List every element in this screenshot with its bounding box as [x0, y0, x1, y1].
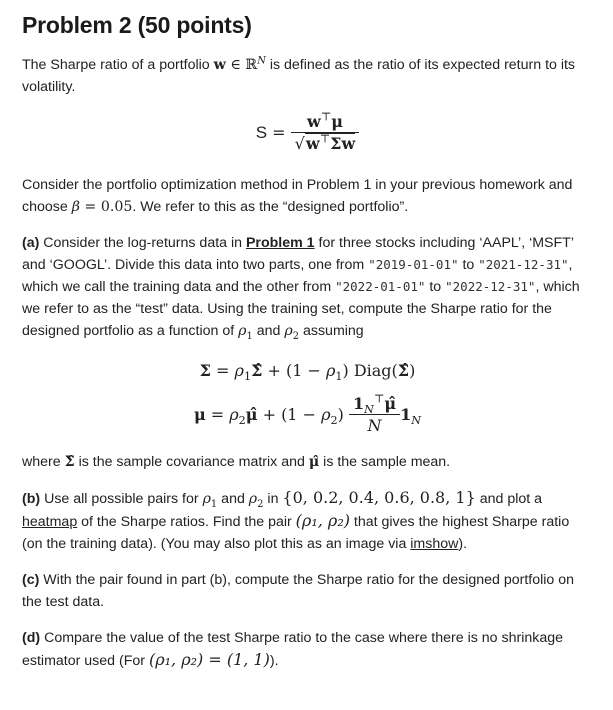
mu-fraction: $\frac{1_N^⊤\mû}{N}$ [349, 394, 400, 437]
part-c-paragraph: (c) With the pair found in part (b), compute the Sharpe ratio for the designed portfolio on the test data. [22, 572, 575, 610]
part-a-paragraph: (a) Consider the log-returns data in Problem 1 for three stocks including ‘AAPL’, ‘MSFT’ and ‘GOOGL’. Divide this data into two parts, one from "2019-01-01" to "2021-12-31", which we call the training data and the other from "2022-01-01" to "2022-12-31", which we refer to as the “test” data. Using the training set, compute the Sharpe ratio for the designed portfolio as a function of $\rho_1$ and $\rho_2$ assuming [22, 235, 580, 342]
sigma-shrinkage-equation: $\Sigma = \rho_1\Sigmâ + (1 - \rho_1)$ Diag(Σ̂) [199, 361, 416, 384]
part-d-paragraph: (d) Compare the value of the test Sharpe ratio to the case where there is no shrinkage estimator used (For (ρ₁, ρ₂) = (1, 1)). [22, 630, 563, 669]
heatmap-link[interactable]: heatmap [22, 514, 78, 530]
problem-title: Problem 2 (50 points) [22, 12, 252, 38]
problem-1-link[interactable]: Problem 1 [245, 235, 315, 251]
sharpe-fraction: $\frac{w^⊤\mu}{√w^⊤\Sigma w}$ [291, 112, 360, 155]
where-paragraph: where Σ̂ is the sample covariance matrix and μ̂ is the sample mean. [22, 454, 451, 470]
mu-shrinkage-equation: $\mu = \rho_2\mû + (1 - \rho_2)$ $\frac{1_N^⊤\mû}{N}$ $1_N$ [193, 392, 422, 435]
w-symbol: w [213, 57, 226, 73]
intro-paragraph: The Sharpe ratio of a portfolio w ∈ ℝ$^N$ is defined as the ratio of its expected return to its volatility. [22, 55, 576, 95]
sharpe-ratio-equation: S = $\frac{w^⊤\mu}{√w^⊤\Sigma w}$ [22, 112, 593, 174]
part-b-paragraph: (b) Use all possible pairs for $\rho_1$ and $\rho_2$ in {0, 0.2, 0.4, 0.6, 0.8, 1} and plot a heatmap of the Sharpe ratios. Find the pair (ρ₁, ρ₂) that gives the highest Sharpe ratio (on the training data). (You may also plot this as an image via imshow). [22, 488, 570, 552]
consider-paragraph: Consider the portfolio optimization method in Problem 1 in your previous homework and choose β = 0.05. We refer to this as the “designed portfolio”. [22, 177, 573, 215]
imshow-link[interactable]: imshow [410, 536, 459, 552]
